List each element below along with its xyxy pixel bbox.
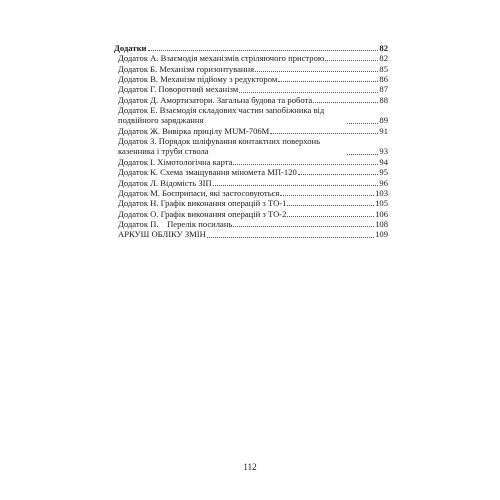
toc-entry[interactable] [114,188,388,198]
toc-entry[interactable] [114,136,388,157]
dot-leader [313,102,378,103]
dot-leader [239,92,378,93]
dot-leader [347,154,378,155]
toc-entry[interactable] [114,63,388,73]
toc-entry[interactable] [114,177,388,187]
toc-entry-page: 109 [375,229,388,240]
toc-entry-label: Додаток Е. Взаємодія складових частин запобіжника від подвійного заряджання [118,105,325,126]
toc-entry-label: Додаток З. Порядок шліфування контактних поверхонь казенника і труби ствола [118,136,321,157]
toc-entry[interactable] [114,95,388,105]
toc-entry-label: АРКУШ ОБЛІКУ ЗМІН [118,229,206,240]
toc-entry-label: Додаток Д. Амортизатори. Загальна будова та робота [118,94,313,105]
toc-entry-label: Додаток Н. Графік виконання операцій з ТО-1 [118,198,287,209]
toc-entry[interactable] [114,53,388,63]
dot-leader [213,185,379,186]
toc-entry-label: Додаток І. Хімотологічна карта [118,156,233,167]
dot-leader [278,81,378,82]
toc-entry-page: 89 [379,115,388,126]
dot-leader [347,123,378,124]
toc-entry[interactable] [114,105,388,126]
toc-entry[interactable] [114,167,388,177]
dot-leader [280,195,374,196]
toc-entry-page: 91 [379,125,388,136]
toc-entry-page: 93 [379,146,388,157]
toc-entry-label: Додаток Г. Поворотний механізм [118,84,239,95]
dot-leader [298,174,379,175]
toc-entry-page: 108 [375,219,388,230]
toc-entry-page: 82 [379,53,388,64]
dot-leader [270,133,378,134]
toc-heading-row[interactable] [114,40,388,53]
toc-entry-label: Додаток В. Механізм підйому з редуктором [118,73,278,84]
toc-entry[interactable] [114,229,388,239]
toc-entry-page: 85 [379,63,388,74]
toc-heading-page: 82 [379,42,388,53]
dot-leader [287,216,374,217]
dot-leader [207,237,374,238]
toc-entry-page: 103 [375,187,388,198]
toc-entry-label: Додаток Б. Механізм горизонтування [118,63,255,74]
dot-leader [255,71,378,72]
toc-entry-label: Додаток К. Схема змащування міномета МП-120 [118,167,297,178]
toc-entry-page: 95 [379,167,388,178]
table-of-contents [114,40,388,240]
dot-leader [233,226,374,227]
toc-entry-label: Додаток Л. Відомість ЗІП [118,177,212,188]
toc-entry-page: 105 [375,198,388,209]
toc-heading-label: Додатки [114,42,147,53]
toc-entry-label: Додаток Ж. Вивірка прицілу MUM-706M [118,125,270,136]
toc-entry[interactable] [114,126,388,136]
toc-entry-page: 86 [379,73,388,84]
toc-entry-page: 96 [379,177,388,188]
toc-entry[interactable] [114,74,388,84]
dot-leader [148,50,379,51]
toc-entry-page: 94 [379,156,388,167]
dot-leader [233,164,378,165]
toc-entry[interactable] [114,219,388,229]
page-number: 112 [243,462,257,472]
toc-entry-page: 106 [375,208,388,219]
toc-entry[interactable] [114,208,388,218]
toc-entry-label: Додаток М. Боєприпаси, які застосовуються [118,187,280,198]
toc-entry-page: 87 [379,84,388,95]
toc-entry-label: Додаток О. Графік виконання операцій з ТО-2 [118,208,287,219]
toc-entry-label: Додаток А. Взаємодія механізмів стріляючого пристрою [118,53,325,64]
dot-leader [287,205,374,206]
toc-entry[interactable] [114,157,388,167]
toc-entry[interactable] [114,198,388,208]
dot-leader [325,60,378,61]
toc-entry-label: Додаток П. Перелік посилань [118,219,233,230]
toc-entry[interactable] [114,84,388,94]
toc-entry-page: 88 [379,94,388,105]
